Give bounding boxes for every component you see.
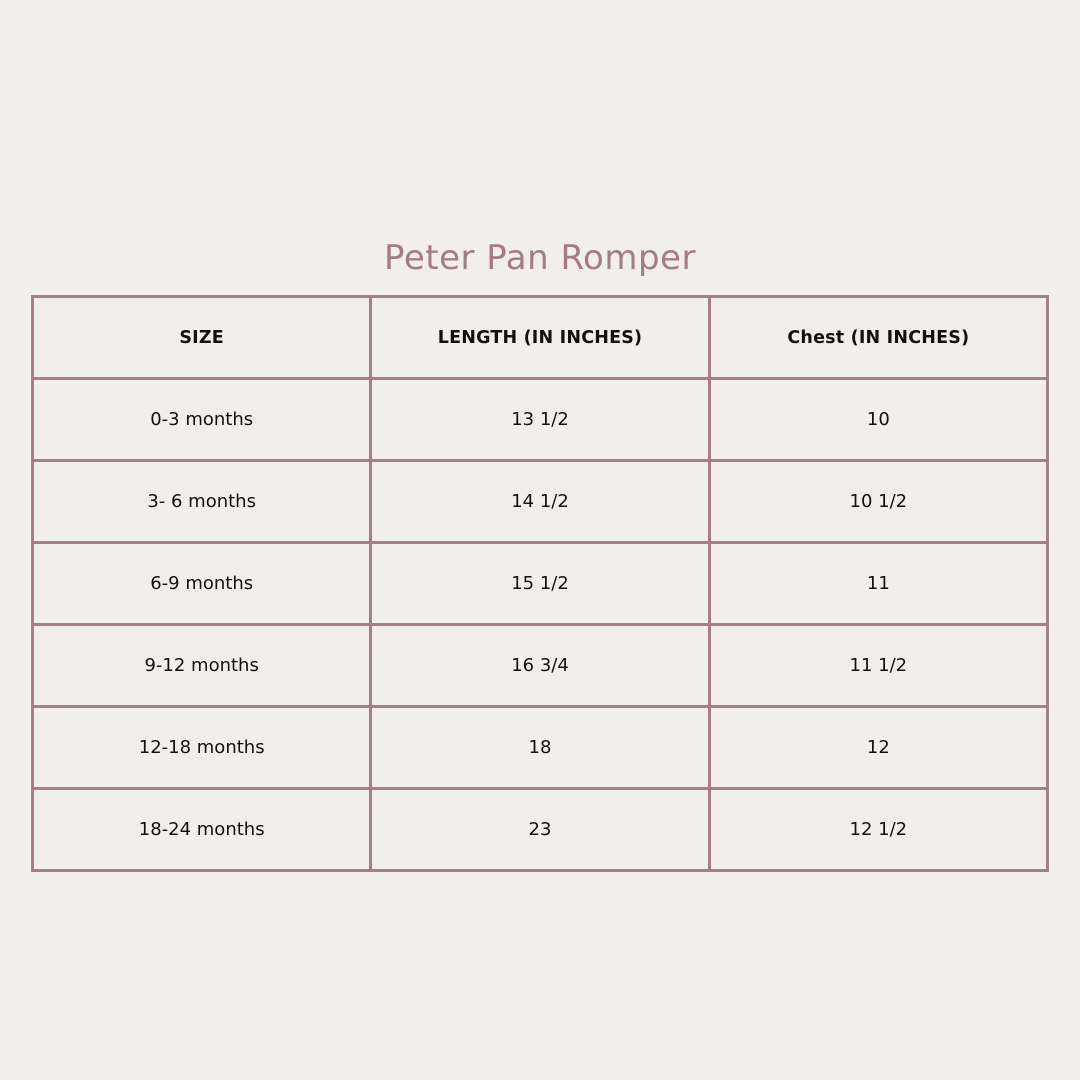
cell-length: 15 1/2 <box>371 543 709 625</box>
cell-length: 14 1/2 <box>371 461 709 543</box>
cell-chest: 12 <box>709 707 1047 789</box>
cell-size: 9-12 months <box>33 625 371 707</box>
cell-length: 16 3/4 <box>371 625 709 707</box>
cell-chest: 10 1/2 <box>709 461 1047 543</box>
cell-length: 23 <box>371 789 709 871</box>
table-row <box>33 379 1048 461</box>
table-header-row <box>33 297 1048 379</box>
table-row <box>33 461 1048 543</box>
cell-length: 13 1/2 <box>371 379 709 461</box>
size-chart-table <box>31 295 1049 872</box>
cell-size: 0-3 months <box>33 379 371 461</box>
header-length: LENGTH (IN INCHES) <box>371 297 709 379</box>
header-chest: Chest (IN INCHES) <box>709 297 1047 379</box>
table-row <box>33 789 1048 871</box>
cell-size: 3- 6 months <box>33 461 371 543</box>
cell-chest: 10 <box>709 379 1047 461</box>
cell-chest: 11 1/2 <box>709 625 1047 707</box>
cell-size: 6-9 months <box>33 543 371 625</box>
table-row <box>33 625 1048 707</box>
table-row <box>33 707 1048 789</box>
header-size: SIZE <box>33 297 371 379</box>
cell-size: 12-18 months <box>33 707 371 789</box>
table-row <box>33 543 1048 625</box>
cell-length: 18 <box>371 707 709 789</box>
page-title: Peter Pan Romper <box>384 238 696 278</box>
cell-chest: 11 <box>709 543 1047 625</box>
cell-size: 18-24 months <box>33 789 371 871</box>
cell-chest: 12 1/2 <box>709 789 1047 871</box>
